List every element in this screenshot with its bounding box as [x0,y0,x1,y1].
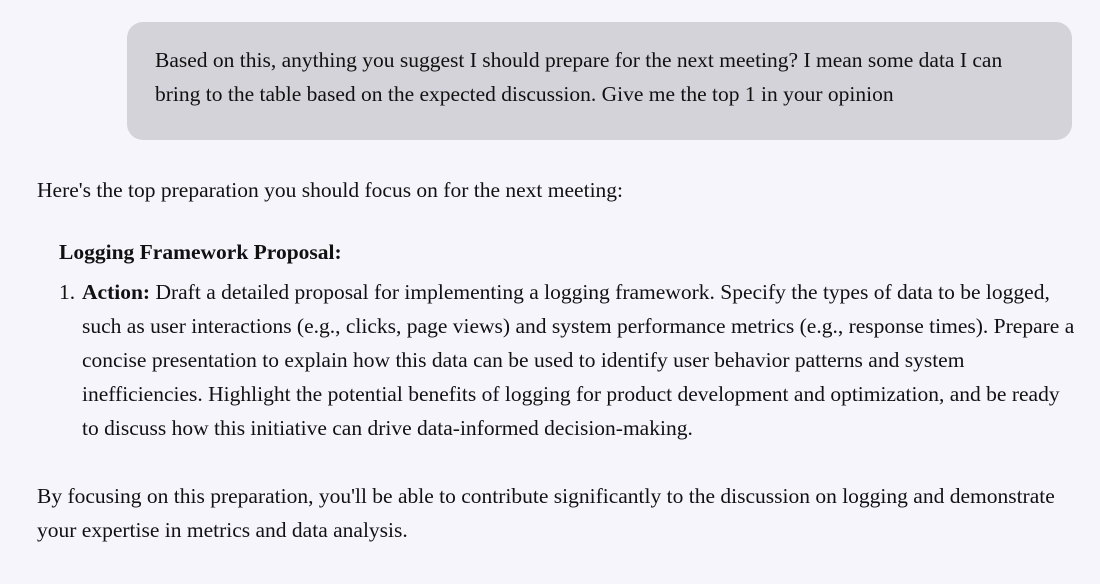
list-item-number: 1. [59,280,76,304]
action-list [37,275,1077,445]
list-item [37,275,1077,445]
action-label: Action: [82,280,151,304]
assistant-closing: By focusing on this preparation, you'll be able to contribute significantly to the discussion on logging and demonstrate your expertise in metrics and data analysis. [37,484,1055,542]
section-heading: Logging Framework Proposal: [59,240,342,264]
user-message-text: Based on this, anything you suggest I should prepare for the next meeting? I mean some data I can bring to the table based on the expected discussion. Give me the top 1 in your opinion [155,48,1003,106]
user-message-bubble [127,22,1072,140]
action-text: Draft a detailed proposal for implementing a logging framework. Specify the types of data to be logged, such as user interactions (e.g., clicks, page views) and system performance metrics (e.g., response times). Prepare a concise presentation to explain how this data can be used to identify user behavior patterns and system inefficiencies. Highlight the potential benefits of logging for product development and optimization, and be ready to discuss how this initiative can drive data-informed decision-making. [82,280,1075,440]
assistant-message [37,173,1077,547]
assistant-intro: Here's the top preparation you should focus on for the next meeting: [37,178,624,202]
